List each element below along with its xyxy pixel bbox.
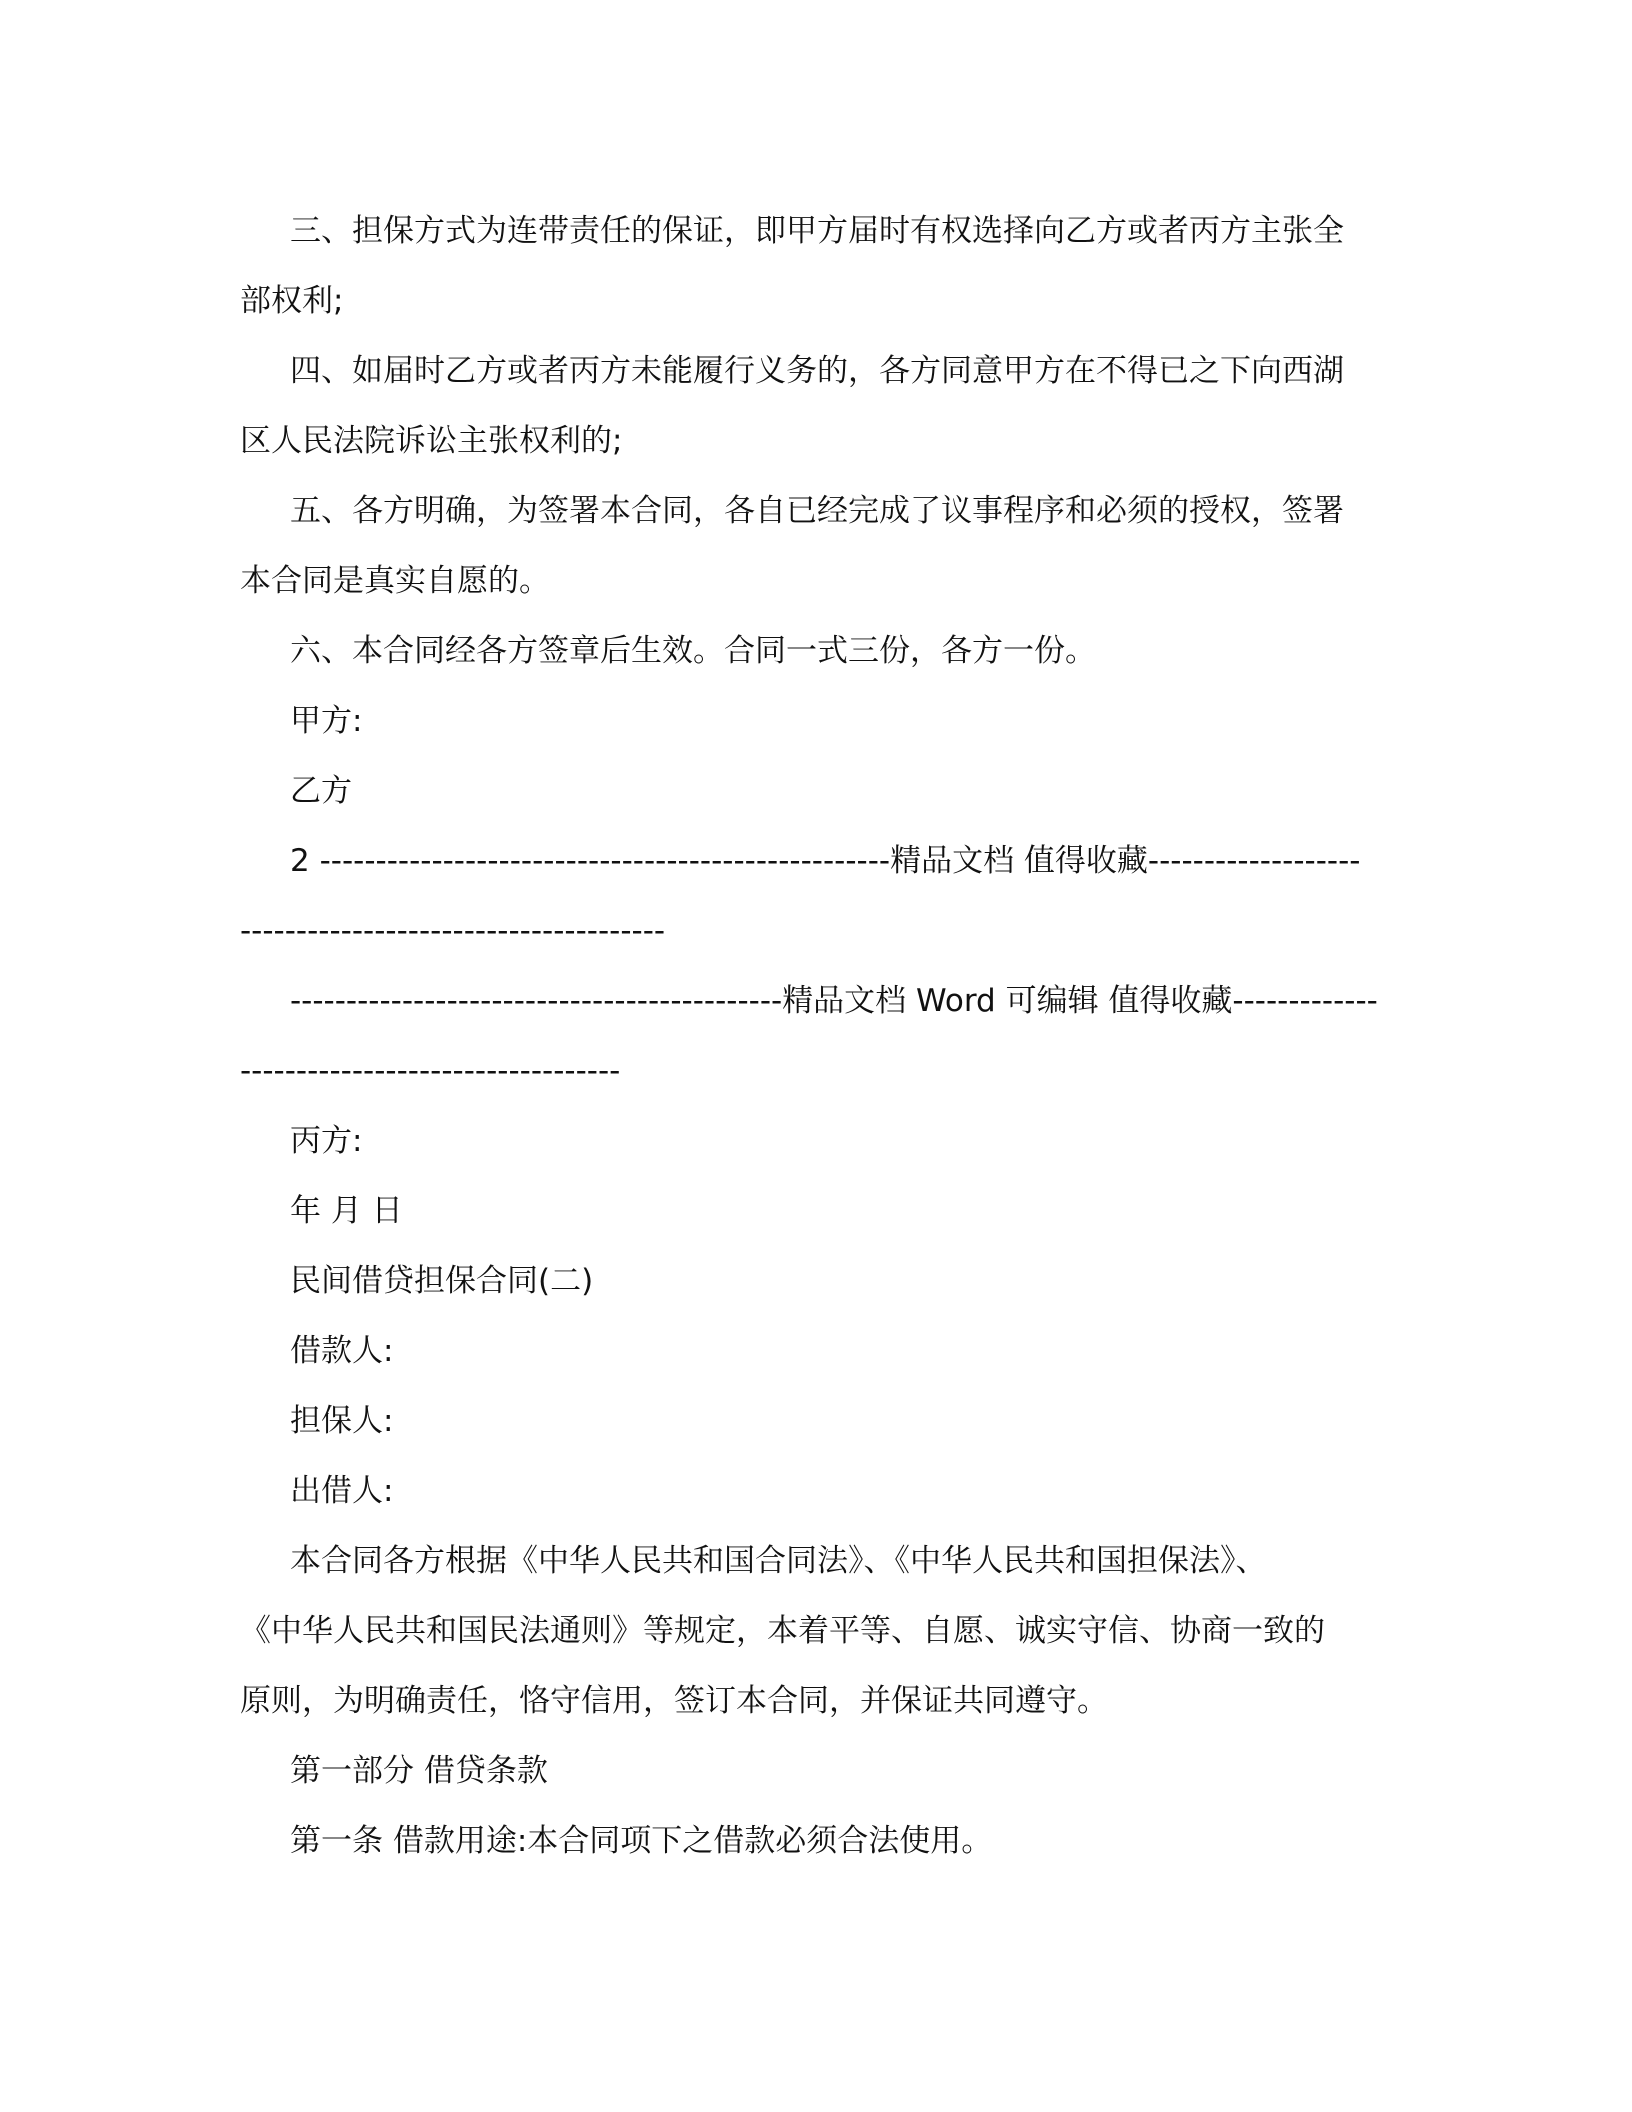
text-line: 本合同是真实自愿的。 [240,563,550,599]
text-line: 区人民法院诉讼主张权利的; [240,423,623,459]
text-line: 民间借贷担保合同(二) [290,1263,594,1299]
text-line: 借款人: [290,1333,394,1369]
text-line: 年 月 日 [290,1193,403,1229]
text-line: 第一部分 借贷条款 [290,1753,548,1789]
text-line: -------------------------------------- [240,913,666,949]
text-line: 2 ---------------------------------------------------精品文档 值得收藏------------------- [290,843,1361,879]
text-line: 担保人: [290,1403,394,1439]
text-line: 部权利; [240,283,344,319]
text-line: 《中华人民共和国民法通则》等规定，本着平等、自愿、诚实守信、协商一致的 [240,1613,1325,1649]
text-line: 原则，为明确责任，恪守信用，签订本合同，并保证共同遵守。 [240,1683,1108,1719]
text-line: 三、担保方式为连带责任的保证，即甲方届时有权选择向乙方或者丙方主张全 [290,213,1344,249]
text-line: ---------------------------------- [240,1053,621,1089]
text-line: 四、如届时乙方或者丙方未能履行义务的，各方同意甲方在不得已之下向西湖 [290,353,1344,389]
text-line: --------------------------------------------精品文档 Word 可编辑 值得收藏------------- [290,983,1378,1019]
text-line: 本合同各方根据《中华人民共和国合同法》、《中华人民共和国担保法》、 [290,1543,1267,1579]
text-line: 六、本合同经各方签章后生效。合同一式三份，各方一份。 [290,633,1096,669]
text-line: 乙方 [290,773,352,809]
text-line: 丙方: [290,1123,363,1159]
text-line: 第一条 借款用途:本合同项下之借款必须合法使用。 [290,1823,993,1859]
text-line: 五、各方明确，为签署本合同，各自已经完成了议事程序和必须的授权，签署 [290,493,1344,529]
text-line: 甲方: [290,703,363,739]
document-body [240,196,1390,1876]
text-line: 出借人: [290,1473,394,1509]
